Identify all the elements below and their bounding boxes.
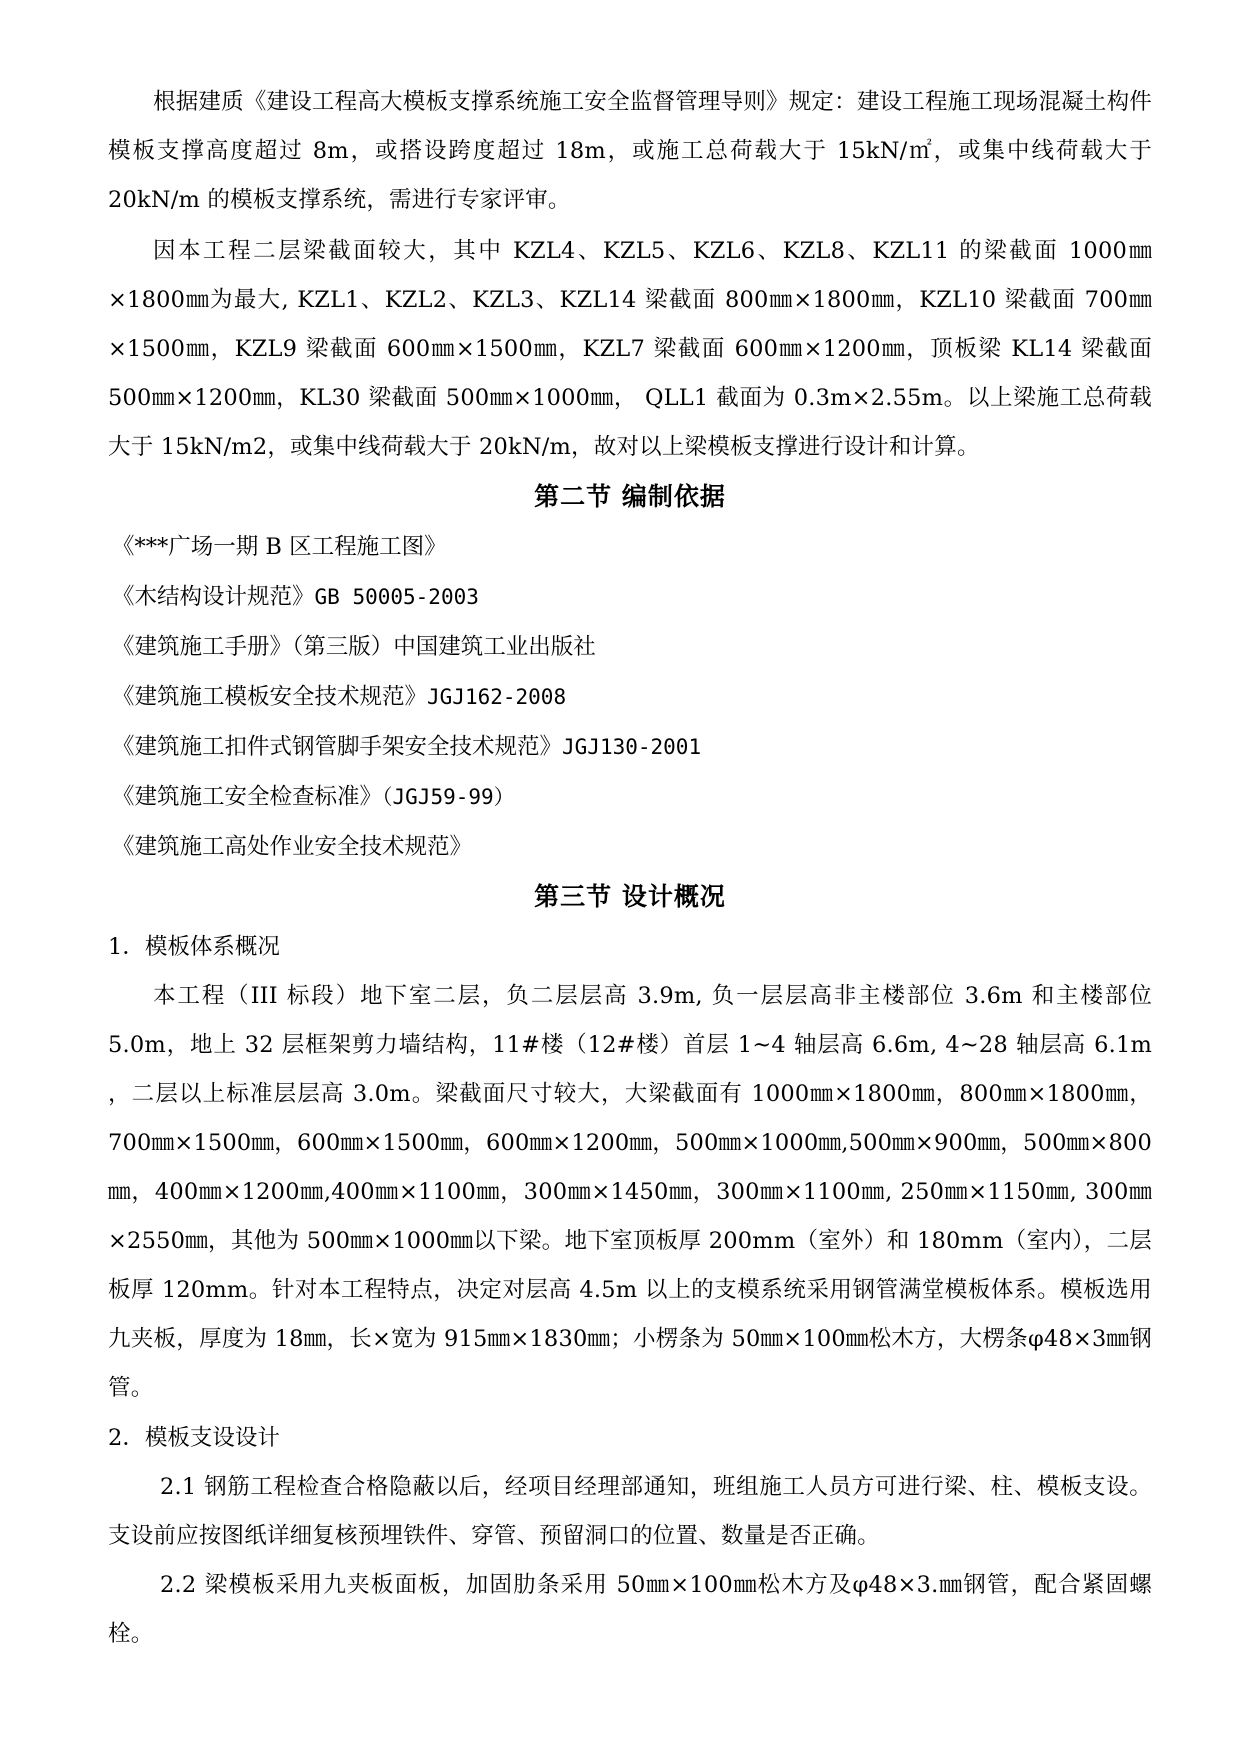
reference-code: JGJ162-2008	[427, 685, 567, 709]
reference-item	[108, 672, 1152, 722]
reference-title: 《建筑施工安全检查标准》	[112, 784, 383, 810]
reference-item	[108, 622, 1152, 672]
reference-item	[108, 772, 1152, 822]
reference-title: 《建筑施工手册》（第三版）中国建筑工业出版社	[112, 634, 596, 660]
intro-paragraph-1: 根据建质《建设工程高大模板支撑系统施工安全监督管理导则》规定：建设工程施工现场混凝土构件模板支撑高度超过 8m，或搭设跨度超过 18m，或施工总荷载大于 15kN/㎡，或集中线荷载大于 20kN/m 的模板支撑系统，需进行专家评审。	[108, 89, 1152, 213]
section-2-title: 第二节 编制依据	[534, 482, 726, 511]
reference-code: JGJ130-2001	[562, 735, 702, 759]
item-1-paragraph: 本工程（III 标段）地下室二层，负二层层高 3.9m, 负一层层高非主楼部位 3.6m 和主楼部位 5.0m，地上 32 层框架剪力墙结构，11#楼（12#楼）首层 1~4 轴层高 6.6m, 4~28 轴层高 6.1m ，二层以上标准层层高 3.0m。梁截面尺寸较大，大梁截面有 1000㎜×1800㎜，800㎜×1800㎜，700㎜×1500㎜，600㎜×1500㎜，600㎜×1200㎜，500㎜×1000㎜,500㎜×900㎜，500㎜×800㎜，400㎜×1200㎜,400㎜×1100㎜，300㎜×1450㎜，300㎜×1100㎜, 250㎜×1150㎜, 300㎜×2550㎜，其他为 500㎜×1000㎜以下梁。地下室顶板厚 200mm（室外）和 180mm（室内），二层板厚 120mm。针对本工程特点，决定对层高 4.5m 以上的支模系统采用钢管满堂模板体系。模板选用九夹板，厚度为 18㎜，长×宽为 915㎜×1830㎜；小楞条为 50㎜×100㎜松木方，大楞条φ48×3㎜钢管。	[108, 983, 1152, 1401]
section-3-title: 第三节 设计概况	[534, 882, 726, 911]
document-page	[108, 78, 1152, 1659]
reference-title: 《木结构设计规范》	[112, 584, 315, 610]
reference-code: GB 50005-2003	[314, 585, 479, 609]
reference-item	[108, 522, 1152, 572]
reference-title: 《建筑施工模板安全技术规范》	[112, 684, 428, 710]
reference-title: 《建筑施工扣件式钢管脚手架安全技术规范》	[112, 734, 563, 760]
reference-code: （JGJ59-99）	[382, 785, 515, 809]
reference-item	[108, 572, 1152, 622]
item-2-heading: 2．模板支设设计	[108, 1425, 280, 1451]
reference-item	[108, 822, 1152, 872]
reference-list	[108, 522, 1152, 872]
item-2-2-paragraph: 2.2 梁模板采用九夹板面板，加固肋条采用 50㎜×100㎜松木方及φ48×3.㎜钢管，配合紧固螺栓。	[108, 1572, 1152, 1647]
reference-title: 《建筑施工高处作业安全技术规范》	[112, 834, 473, 860]
intro-paragraph-2: 因本工程二层梁截面较大，其中 KZL4、KZL5、KZL6、KZL8、KZL11 的梁截面 1000㎜×1800㎜为最大, KZL1、KZL2、KZL3、KZL14 梁截面 800㎜×1800㎜，KZL10 梁截面 700㎜×1500㎜，KZL9 梁截面 600㎜×1500㎜，KZL7 梁截面 600㎜×1200㎜，顶板梁 KL14 梁截面 500㎜×1200㎜，KL30 梁截面 500㎜×1000㎜， QLL1 截面为 0.3m×2.55m。以上梁施工总荷载大于 15kN/m2，或集中线荷载大于 20kN/m，故对以上梁模板支撑进行设计和计算。	[108, 238, 1152, 460]
item-1-heading: 1．模板体系概况	[108, 934, 280, 960]
item-2-1-paragraph: 2.1 钢筋工程检查合格隐蔽以后，经项目经理部通知，班组施工人员方可进行梁、柱、模板支设。支设前应按图纸详细复核预埋铁件、穿管、预留洞口的位置、数量是否正确。	[108, 1474, 1152, 1549]
reference-item	[108, 722, 1152, 772]
reference-title: 《***广场一期 B 区工程施工图》	[112, 534, 447, 560]
